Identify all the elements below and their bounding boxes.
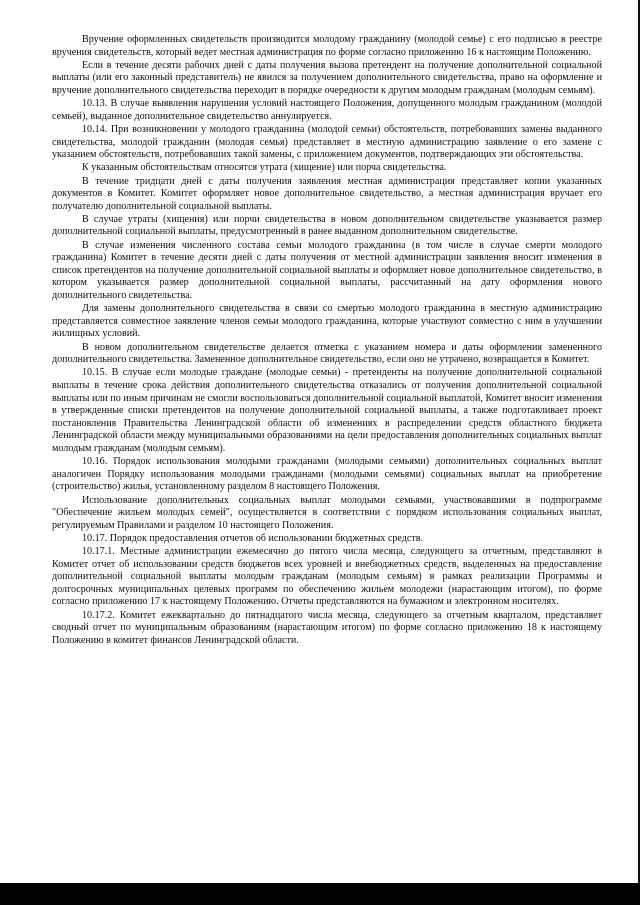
paragraph: В новом дополнительном свидетельстве делается отметка с указанием номера и даты оформления замененного дополнительного свидетельства. Замененное дополнительное свидетельство, если оно не утрачено, возвращается в Комитет. — [52, 341, 602, 366]
paragraph: 10.17.2. Комитет ежеквартально до пятнадцатого числа месяца, следующего за отчетным кварталом, представляет сводный отчет по муниципальным образованиям (нарастающим итогом) по форме согласно приложению 18 к настоящему Положению в комитет финансов Ленинградской области. — [52, 609, 602, 646]
scan-bottom-border — [0, 883, 640, 905]
paragraph: 10.17. Порядок предоставления отчетов об использовании бюджетных средств. — [82, 532, 424, 544]
paragraph: Вручение оформленных свидетельств производится молодому гражданину (молодой семье) с его подписью в реестре вручения свидетельств, который ведет местная администрация по форме согласно приложению 16 к настоящим Положению. — [52, 34, 602, 58]
paragraph: К указанным обстоятельствам относятся утрата (хищение) или порча свидетельства. — [82, 162, 447, 174]
paragraph: 10.14. При возникновении у молодого гражданина (молодой семьи) обстоятельств, потребовавших замены выданного свидетельства, молодой гражданин (молодая семья) представляет в местную администрацию заявление о его замене с указанием обстоятельств, потребовавших такой замены, с приложением документов, подтверждающих эти обстоятельства. — [52, 123, 602, 161]
paragraph: 10.16. Порядок использования молодыми гражданами (молодыми семьями) дополнительных социальных выплат аналогичен Порядку использования молодыми гражданами (молодыми семьями) социальных выплат на приобретение (строительство) жилья, установленному разделом 8 настоящего Положения. — [52, 456, 602, 493]
paragraph: В случае утраты (хищения) или порчи свидетельства в новом дополнительном свидетельстве указывается размер дополнительной социальной выплаты, предусмотренный в ранее выданном дополнительном свидетельстве. — [52, 213, 602, 238]
paragraph: В случае изменения численного состава семьи молодого гражданина (в том числе в случае смерти молодого гражданина) Комитет в течение десяти дней с даты получения от местной администрации заявления вносит изменения в список претендентов на получение дополнительной социальной выплаты и оформляет новое дополнительное свидетельство, в котором указывается размер дополнительной социальной выплаты, рассчитанный на дату оформления нового дополнительного свидетельства. — [52, 239, 602, 302]
paragraph: Если в течение десяти рабочих дней с даты получения вызова претендент на получение дополнительной социальной выплаты (или его законный представитель) не явился за получением дополнительного свидетельства, право на оформление и вручение дополнительного свидетельства переходит в порядке очередности к другим молодым гражданам (молодым семьям). — [52, 59, 602, 96]
paragraph: 10.15. В случае если молодые граждане (молодые семьи) - претенденты на получение дополнительной социальной выплаты в течение срока действия дополнительного свидетельства отказались от получения дополнительной социальной выплаты или по иным причинам не смогли воспользоваться дополнительной социальной выплатой, Комитет вносит изменения в утвержденные списки претендентов на получение дополнительной социальной выплаты, а также подготавливает проект постановления Правительства Ленинградской области об изменениях в распределении средств областного бюджета Ленинградской области между муниципальными образованиями на цели предоставления дополнительных социальных выплат молодым гражданам (молодым семьям). — [52, 367, 602, 454]
paragraph: Использование дополнительных социальных выплат молодыми семьями, участвовавшими в подпрограмме "Обеспечение жильем молодых семей", осуществляется в соответствии с порядком использования социальных выплат, регулируемым Правилами и разделом 10 настоящего Положения. — [52, 494, 602, 531]
paragraph: 10.13. В случае выявления нарушения условий настоящего Положения, допущенного молодым гражданином (молодой семьей), выданное дополнительное свидетельство аннулируется. — [52, 98, 602, 122]
paragraph: В течение тридцати дней с даты получения заявления местная администрация представляет копии указанных документов в Комитет. Комитет оформляет новое дополнительное свидетельство, а местная администрация вручает его получателю дополнительной социальной выплаты. — [52, 175, 602, 212]
paragraph: Для замены дополнительного свидетельства в связи со смертью молодого гражданина в местную администрацию представляется совместное заявление членов семьи молодого гражданина, которые участвуют совместно с ним в улучшении жилищных условий. — [52, 303, 602, 340]
document-body — [52, 34, 602, 647]
paragraph: 10.17.1. Местные администрации ежемесячно до пятого числа месяца, следующего за отчетным, представляют в Комитет отчет об использовании средств бюджетов всех уровней и внебюджетных средств, выделенных на предоставление дополнительной социальной выплаты молодым гражданам (молодым семьям) в рамках реализации Программы и долгосрочных муниципальных целевых программ по обеспечению жильем молодежи (нарастающим итогом), по форме согласно приложению 17 к настоящему Положению. Отчеты представляются на бумажном и электронном носителях. — [52, 546, 602, 608]
